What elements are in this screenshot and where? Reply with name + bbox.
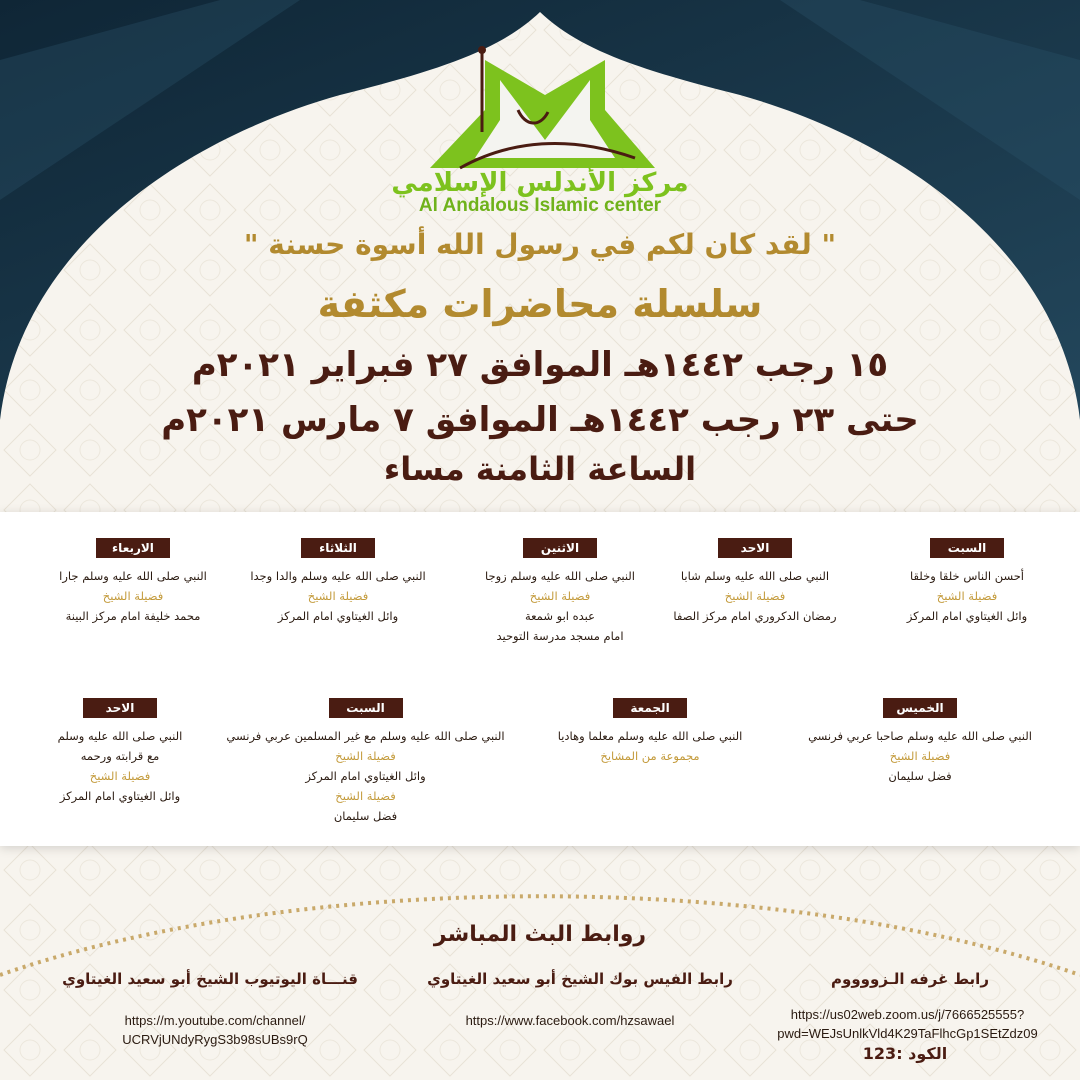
lecture-topic: النبي صلى الله عليه وسلم صاحبا عربي فرنسي [808, 729, 1032, 743]
day-label: الاربعاء [96, 538, 170, 558]
sheikh-title: فضيلة الشيخ [724, 589, 786, 603]
speaker-name: عبده ابو شمعة [524, 609, 596, 623]
schedule-band [0, 512, 1080, 846]
date-from: ١٥ رجب ١٤٤٢هـ الموافق ٢٧ فبراير ٢٠٢١م [191, 345, 889, 385]
logo-english-name: Al Andalous Islamic center [418, 195, 662, 216]
logo-arabic-name: مركز الأندلس الإسلامي [391, 168, 689, 198]
speaker-name: وائل الغيتاوي امام المركز [906, 609, 1028, 623]
lecture-topic: النبي صلى الله عليه وسلم جارا [59, 569, 207, 583]
speaker-name: وائل الغيتاوي امام المركز [59, 789, 181, 803]
zoom-link[interactable] [750, 1005, 1065, 1043]
schedule-card-thursday [795, 697, 1045, 786]
quran-quote: " لقد كان لكم في رسول الله أسوة حسنة " [243, 228, 837, 261]
schedule-card-sunday [650, 537, 860, 626]
day-label: الاثنين [523, 538, 597, 558]
speaker-name: وائل الغيتاوي امام المركز [277, 609, 399, 623]
speaker-name: رمضان الدكروري امام مركز الصفا [673, 609, 837, 623]
sheikh-title: فضيلة الشيخ [89, 769, 151, 783]
series-title: سلسلة محاضرات مكثفة [317, 282, 763, 326]
schedule-card-saturday-2 [208, 697, 523, 826]
lecture-topic: النبي صلى الله عليه وسلم شابا [680, 569, 830, 583]
zoom-url-line1[interactable]: https://us02web.zoom.us/j/7666525555? [790, 1007, 1025, 1022]
zoom-code: الكود :123 [862, 1044, 948, 1063]
youtube-label: قنـــاة اليوتيوب الشيخ أبو سعيد الغيتاوي [62, 970, 358, 988]
speaker-name: محمد خليفة امام مركز البينة [65, 609, 201, 623]
day-label: الاحد [718, 538, 792, 558]
live-links-title: روابط البث المباشر [433, 922, 647, 947]
day-label: الجمعة [613, 698, 687, 718]
speaker-name: فضل سليمان [888, 769, 952, 783]
lecture-topic: النبي صلى الله عليه وسلم معلما وهاديا [557, 729, 743, 743]
facebook-label: رابط الفيس بوك الشيخ أبو سعيد الغيتاوي [427, 970, 733, 988]
sheikh-title: فضيلة الشيخ [936, 589, 998, 603]
speaker-role: امام مسجد مدرسة التوحيد [496, 629, 624, 643]
schedule-card-wednesday [28, 537, 238, 626]
youtube-link[interactable] [80, 1011, 350, 1049]
sheikh-title: فضيلة الشيخ [102, 589, 164, 603]
speaker-name: فضل سليمان [333, 809, 398, 823]
day-label: السبت [930, 538, 1004, 558]
schedule-card-monday [455, 537, 665, 646]
schedule-card-sunday-2 [30, 697, 210, 806]
sheikh-title: فضيلة الشيخ [335, 789, 396, 803]
date-to: حتى ٢٣ رجب ١٤٤٢هـ الموافق ٧ مارس ٢٠٢١م [161, 400, 919, 440]
day-label: الخميس [883, 698, 957, 718]
youtube-url-line2[interactable]: UCRVjUNdyRygS3b98sUBs9rQ [122, 1032, 308, 1047]
speaker-name: وائل الغيتاوي امام المركز [305, 769, 426, 783]
youtube-url-line1[interactable]: https://m.youtube.com/channel/ [124, 1013, 306, 1028]
schedule-card-saturday [862, 537, 1072, 626]
lecture-topic-cont: مع قرابته ورحمه [80, 749, 160, 763]
lecture-time: الساعة الثامنة مساء [383, 450, 697, 488]
sheikh-title: فضيلة الشيخ [529, 589, 591, 603]
lecture-topic: النبي صلى الله عليه وسلم مع غير المسلمين عربي فرنسي [226, 729, 505, 743]
facebook-link[interactable]: https://www.facebook.com/hzsawael [465, 1013, 675, 1028]
day-label: السبت [329, 698, 403, 718]
lecture-topic: النبي صلى الله عليه وسلم زوجا [484, 569, 635, 583]
day-label: الثلاثاء [301, 538, 375, 558]
speaker-group: مجموعة من المشايخ [600, 749, 700, 763]
zoom-url-line2[interactable]: pwd=WEJsUnlkVld4K29TaFlhcGp1SEtZdz09 [777, 1026, 1038, 1041]
sheikh-title: فضيلة الشيخ [889, 749, 951, 763]
lecture-topic: أحسن الناس خلقا وخلقا [909, 569, 1025, 583]
lecture-topic: النبي صلى الله عليه وسلم والدا وجدا [250, 569, 426, 583]
schedule-card-friday [535, 697, 765, 766]
sheikh-title: فضيلة الشيخ [335, 749, 396, 763]
zoom-label: رابط غرفه الـزووووم [831, 970, 989, 988]
lecture-topic: النبي صلى الله عليه وسلم [57, 729, 183, 743]
sheikh-title: فضيلة الشيخ [307, 589, 369, 603]
schedule-card-tuesday [233, 537, 443, 626]
day-label: الاحد [83, 698, 157, 718]
